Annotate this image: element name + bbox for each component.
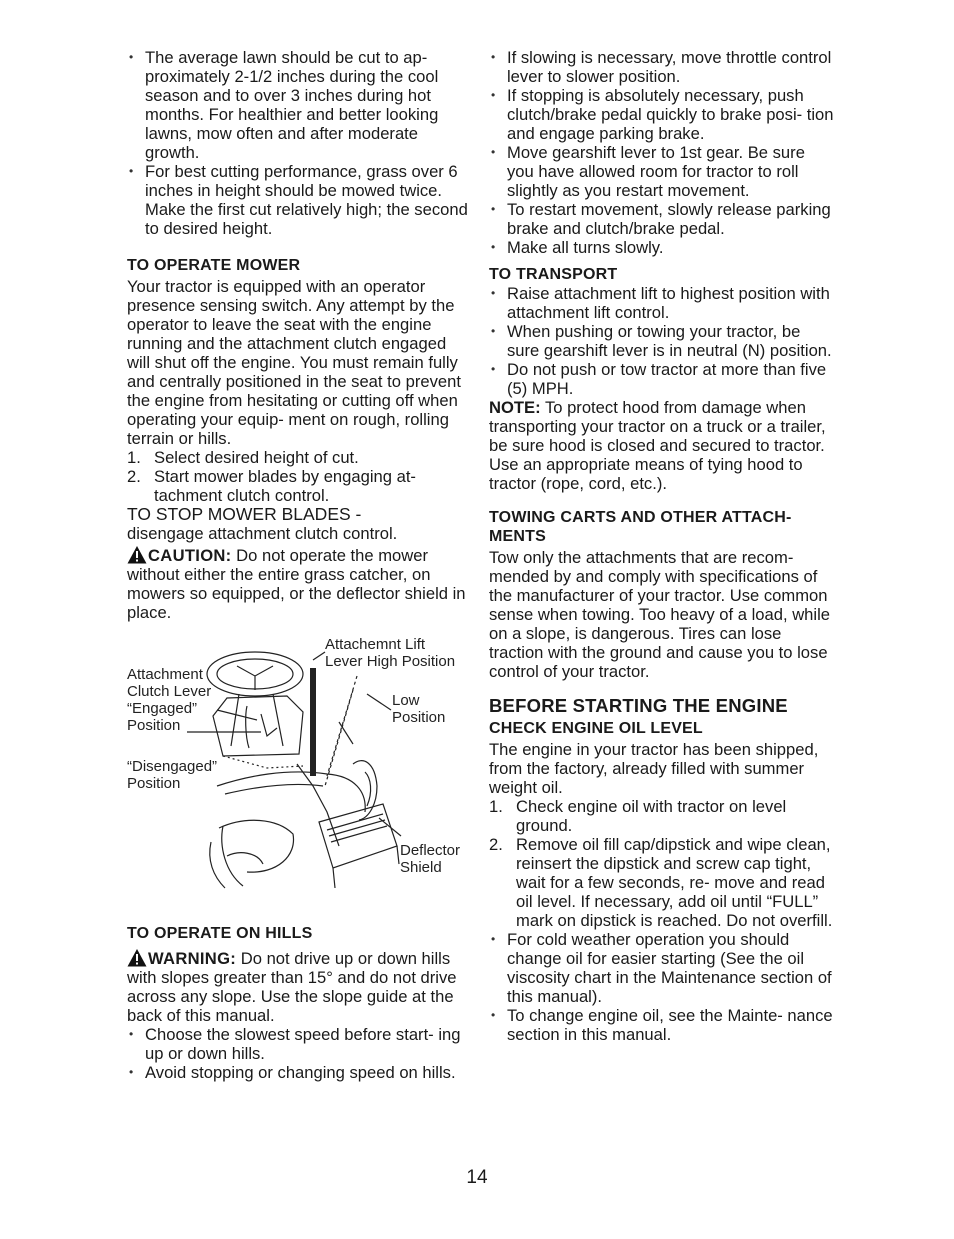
step-number: 2. [127, 467, 141, 486]
warning-notice [127, 948, 472, 1025]
low-leader-line [367, 694, 391, 710]
warning-triangle-icon [127, 948, 147, 967]
list-item [127, 448, 472, 467]
note-text: To protect hood from damage when transporting your tractor on a truck or a trailer, be sure hood is closed and secured to tractor. Use an appropriate means of tying hood to tractor (rope, cord, etc.). [489, 398, 826, 493]
deflector-rib-shape [329, 820, 385, 836]
wheel-edge-shape [222, 826, 243, 886]
step-text: Check engine oil with tractor on level ground. [516, 797, 787, 835]
step-text: Start mower blades by engaging at- tachment clutch control. [154, 467, 416, 505]
clutch-lever-shape [261, 714, 277, 736]
warning-triangle-icon [127, 545, 147, 564]
hills-continued-bullet-list [489, 48, 834, 257]
list-item: • Make all turns slowly. [489, 238, 834, 257]
fender-inner-shape [225, 784, 323, 794]
disengaged-position-label: “Disengaged” Position [127, 758, 218, 792]
check-oil-paragraph: The engine in your tractor has been shipped, from the factory, already filled with summer weight oil. [489, 740, 819, 797]
towing-paragraph: Tow only the attachments that are recom- mended by and comply with specifications of the manufacturer of your tractor. Use common sense when towing. Too heavy of a load, while on a slope, is dangerous. Tires can lose traction with the ground and cause you to lose control of your tractor. [489, 548, 831, 681]
lever-detail-line [339, 722, 353, 744]
intro-bullet-list [127, 48, 472, 238]
warning-text: Do not drive up or down hills with slopes greater than 15° and do not drive across any slope. Use the slope guide at the back of this manual. [127, 949, 457, 1025]
list-item: • The average lawn should be cut to ap- proximately 2-1/2 inches during the cool season and to over 3 inches during hot months. For healthier and better looking lawns, mow often and after moderate growth. [127, 48, 472, 162]
operate-mower-steps [127, 448, 472, 505]
oil-bullet-list [489, 930, 834, 1044]
list-item: • When pushing or towing your tractor, be sure gearshift lever is in neutral (N) position. [489, 322, 834, 360]
list-item: • Raise attachment lift to highest position with attachment lift control. [489, 284, 834, 322]
right-column [489, 48, 834, 1044]
list-item: • Move gearshift lever to 1st gear. Be sure you have allowed room for tractor to roll slightly as you restart movement. [489, 143, 834, 200]
deflector-rib-shape [327, 814, 383, 830]
wheel-shape [219, 820, 294, 872]
transport-bullet-list [489, 284, 834, 398]
check-oil-steps [489, 797, 834, 930]
list-item [489, 835, 834, 930]
lift-lever-high-label [325, 636, 465, 670]
wheel-inner-shape [227, 853, 263, 864]
section-heading-transport: TO TRANSPORT [489, 266, 618, 283]
section-heading-towing: TOWING CARTS AND OTHER ATTACH- MENTS [489, 509, 792, 545]
dash-detail-shape [246, 706, 249, 748]
note-label: NOTE: [489, 398, 541, 417]
disengaged-dashed-shape [223, 756, 303, 768]
caution-notice [127, 545, 472, 622]
lift-lever-shape [310, 668, 316, 776]
step-number: 1. [127, 448, 141, 467]
steering-spokes-shape [237, 666, 273, 690]
section-heading-before-starting: BEFORE STARTING THE ENGINE [489, 695, 788, 716]
deflector-shield-label: Deflector Shield [400, 842, 461, 876]
list-item: • For cold weather operation you should change oil for easier starting (See the oil viscosity chart in the Maintenance section of this manual). [489, 930, 834, 1006]
engaged-leader-line [217, 710, 257, 720]
warning-label: WARNING: [148, 949, 237, 968]
list-item: • If slowing is necessary, move throttle control lever to slower position. [489, 48, 834, 86]
caution-text: Do not operate the mower without either the entire grass catcher, on mowers so equipped, or the deflector shield in place. [127, 546, 466, 622]
dash-panel-shape [213, 696, 303, 756]
caution-label: CAUTION: [148, 546, 232, 565]
step-number: 1. [489, 797, 503, 816]
deflector-edge-shape [333, 846, 399, 888]
step-text: Remove oil fill cap/dipstick and wipe clean, reinsert the dipstick and screw cap tight, wait for a few seconds, re- move and read oil level. If necessary, add oil until “FULL” mark on dipstick is reached. Do not overfill. [516, 835, 833, 930]
deflector-rib-shape [331, 826, 387, 842]
step-text: Select desired height of cut. [154, 448, 359, 467]
attachment-engaged-label: Attachment Clutch Lever “Engaged” Position [127, 666, 212, 734]
hills-bullet-list [127, 1025, 472, 1082]
list-item: • Avoid stopping or changing speed on hills. [127, 1063, 472, 1082]
list-item: • For best cutting performance, grass over 6 inches in height should be mowed twice. Make the first cut relatively high; the second to desired height. [127, 162, 472, 238]
mower-controls-illustration [127, 636, 472, 906]
lift-leader-line [313, 652, 325, 660]
list-item: • If stopping is absolutely necessary, push clutch/brake pedal quickly to brake posi- tion and engage parking brake. [489, 86, 834, 143]
section-heading-operate-hills: TO OPERATE ON HILLS [127, 925, 313, 942]
list-item [489, 797, 834, 835]
list-item: • To change engine oil, see the Mainte- nance section in this manual. [489, 1006, 834, 1044]
list-item: • Choose the slowest speed before start- ing up or down hills. [127, 1025, 472, 1063]
page-number: 14 [466, 1167, 488, 1188]
frame-line-shape [297, 764, 339, 846]
figure-label-text: Attachemnt Lift Lever High Position [325, 636, 456, 670]
seat-inner-shape [365, 772, 371, 806]
step-number: 2. [489, 835, 503, 854]
stop-blades-text: disengage attachment clutch control. [127, 524, 398, 543]
list-item: • To restart movement, slowly release parking brake and clutch/brake pedal. [489, 200, 834, 238]
fender-shape [217, 772, 365, 812]
section-heading-operate-mower: TO OPERATE MOWER [127, 257, 301, 274]
low-position-label: Low Position [392, 692, 446, 726]
list-item: • Do not push or tow tractor at more than five (5) MPH. [489, 360, 834, 398]
operate-mower-paragraph: Your tractor is equipped with an operator presence sensing switch. Any attempt by the operator to leave the seat with the engine running and the attachment clutch engaged will shut off the engine. You must remain fully and centrally positioned in the seat to prevent the engine from hesitating or cutting off when operating your equip- ment on rough, rolling terrain or hills. [127, 277, 461, 448]
left-column [127, 48, 472, 1082]
transport-note [489, 398, 834, 493]
subheading-check-oil: CHECK ENGINE OIL LEVEL [489, 720, 703, 737]
stop-blades-title: TO STOP MOWER BLADES - [127, 504, 362, 524]
list-item [127, 467, 472, 505]
